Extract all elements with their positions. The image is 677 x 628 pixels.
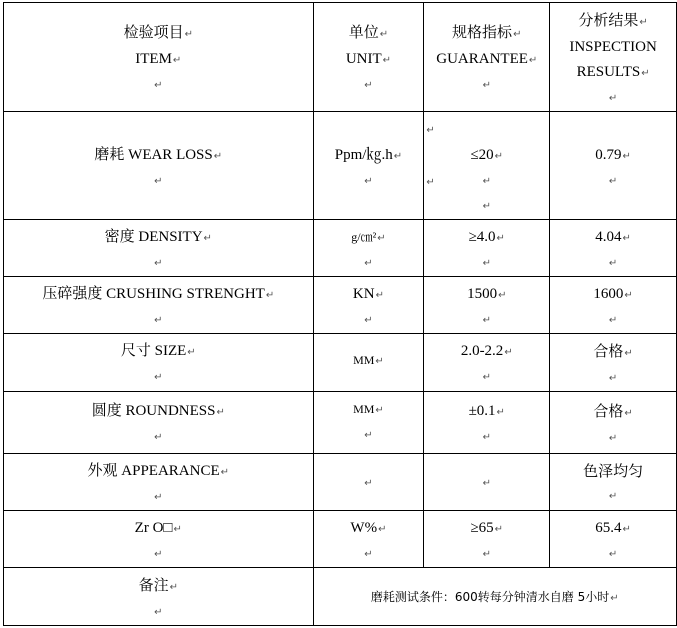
- guarantee-cell: ±0.1↵ ↵: [424, 392, 550, 454]
- header-unit-en: UNIT↵: [345, 51, 392, 67]
- item-label: 圆度 ROUNDNESS↵: [91, 403, 225, 419]
- unit-value: W%↵: [350, 520, 387, 536]
- guarantee-cell: 2.0-2.2↵ ↵: [424, 334, 550, 392]
- result-value: 1600↵: [593, 286, 633, 302]
- result-cell: 0.79↵ ↵: [550, 112, 677, 220]
- item-label: 尺寸 SIZE↵: [120, 343, 196, 359]
- item-cell: 圆度 ROUNDNESS↵ ↵: [4, 392, 314, 454]
- result-value: 65.4↵: [595, 520, 631, 536]
- table-row: [4, 392, 677, 454]
- unit-cell: MM↵ ↵: [313, 392, 424, 454]
- header-results-cn: 分析结果↵: [578, 11, 648, 29]
- item-label: 磨耗 WEAR LOSS↵: [94, 147, 223, 163]
- table-row: [4, 277, 677, 334]
- header-unit-cell: 单位↵ UNIT↵ ↵: [313, 3, 424, 112]
- item-cell: 磨耗 WEAR LOSS↵ ↵: [4, 112, 314, 220]
- header-guarantee-en: GUARANTEE↵: [436, 51, 538, 67]
- guarantee-value: ≥65↵: [470, 520, 504, 536]
- item-label: Zr O□↵: [134, 520, 182, 536]
- guarantee-value: 1500↵: [467, 286, 507, 302]
- remark-text: 磨耗测试条件：600转每分钟清水自磨 5小时↵: [370, 590, 619, 604]
- header-row: [4, 3, 677, 112]
- guarantee-cell: ≥4.0↵ ↵: [424, 220, 550, 277]
- item-label: 压碎强度 CRUSHING STRENGHT↵: [42, 286, 275, 302]
- header-guarantee-cell: 规格指标↵ GUARANTEE↵ ↵: [424, 3, 550, 112]
- table-row: [4, 112, 677, 220]
- unit-value: MM↵: [353, 353, 384, 367]
- table-row: [4, 454, 677, 511]
- result-value: 合格↵: [593, 402, 633, 420]
- item-label: 外观 APPEARANCE↵: [87, 463, 230, 479]
- table-row: [4, 220, 677, 277]
- guarantee-cell: ↵: [424, 454, 550, 511]
- unit-value: MM↵: [353, 402, 384, 416]
- unit-cell: KN↵ ↵: [313, 277, 424, 334]
- guarantee-cell: 1500↵ ↵: [424, 277, 550, 334]
- table-row: [4, 511, 677, 568]
- header-guarantee-cn: 规格指标↵: [452, 23, 522, 41]
- result-cell: 4.04↵ ↵: [550, 220, 677, 277]
- header-unit-cn: 单位↵: [348, 23, 389, 41]
- unit-cell: ↵: [313, 454, 424, 511]
- unit-cell: W%↵ ↵: [313, 511, 424, 568]
- header-results-en-1: INSPECTION: [569, 39, 657, 55]
- remark-row: [4, 568, 677, 626]
- item-cell: 尺寸 SIZE↵ ↵: [4, 334, 314, 392]
- unit-value: g/㎝²↵: [351, 230, 386, 244]
- unit-cell: Ppm/㎏.h↵ ↵: [313, 112, 424, 220]
- item-label: 密度 DENSITY↵: [104, 229, 212, 245]
- header-results-en-2: RESULTS↵: [576, 64, 650, 80]
- result-value: 0.79↵: [595, 147, 631, 163]
- guarantee-cell: ↵ ↵ ≤20↵ ↵ ↵: [424, 112, 550, 220]
- guarantee-cell: ≥65↵ ↵: [424, 511, 550, 568]
- result-cell: 1600↵ ↵: [550, 277, 677, 334]
- header-item-en: ITEM↵: [135, 51, 182, 67]
- guarantee-value: ≤20↵: [470, 147, 504, 163]
- table-row: [4, 334, 677, 392]
- guarantee-value: ±0.1↵: [468, 403, 505, 419]
- result-cell: 合格↵ ↵: [550, 334, 677, 392]
- header-results-cell: 分析结果↵ INSPECTION RESULTS↵ ↵: [550, 3, 677, 112]
- unit-cell: g/㎝²↵ ↵: [313, 220, 424, 277]
- unit-cell: [313, 334, 424, 392]
- item-cell: 密度 DENSITY↵ ↵: [4, 220, 314, 277]
- header-item-cell: 检验项目↵ ITEM↵ ↵: [4, 3, 314, 112]
- remark-text-cell: [313, 568, 676, 626]
- unit-value: Ppm/㎏.h↵: [334, 147, 403, 163]
- result-cell: 合格↵ ↵: [550, 392, 677, 454]
- result-value: 色泽均匀: [583, 462, 644, 480]
- remark-label-cell: 备注↵ ↵: [4, 568, 314, 626]
- guarantee-value: ≥4.0↵: [468, 229, 505, 245]
- item-cell: 压碎强度 CRUSHING STRENGHT↵ ↵: [4, 277, 314, 334]
- remark-label: 备注↵: [138, 576, 178, 594]
- guarantee-value: 2.0-2.2↵: [460, 343, 513, 359]
- result-cell: 65.4↵ ↵: [550, 511, 677, 568]
- result-value: 合格↵: [593, 342, 633, 360]
- item-cell: 外观 APPEARANCE↵ ↵: [4, 454, 314, 511]
- inspection-table: [3, 2, 677, 626]
- item-cell: Zr O□↵ ↵: [4, 511, 314, 568]
- result-value: 4.04↵: [595, 229, 631, 245]
- header-item-cn: 检验项目↵: [123, 23, 193, 41]
- unit-value: KN↵: [352, 286, 384, 302]
- result-cell: 色泽均匀 ↵: [550, 454, 677, 511]
